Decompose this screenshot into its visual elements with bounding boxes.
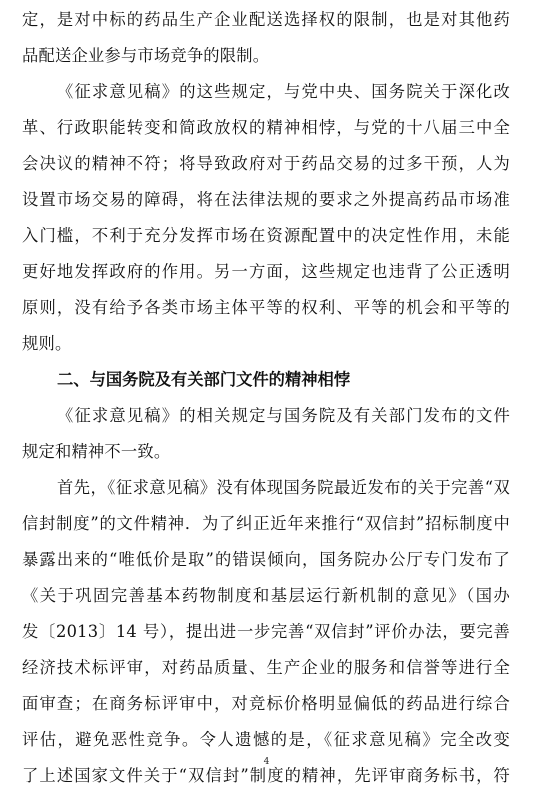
text-line: 《关于巩固完善基本药物制度和基层运行新机制的意见》（国办	[22, 586, 510, 605]
text-line: 原则，没有给予各类市场主体平等的权利、平等的机会和平等的	[22, 298, 510, 317]
text-line: 定，是对中标的药品生产企业配送选择权的限制，也是对其他药	[22, 10, 510, 29]
section-heading: 二、与国务院及有关部门文件的精神相悖	[57, 370, 351, 389]
text-line: 评估，避免恶性竞争。令人遗憾的是，《征求意见稿》完全改变	[22, 730, 510, 749]
text-line: 面审查；在商务标评审中，对竞标价格明显偏低的药品进行综合	[22, 694, 510, 713]
text-line: 《征求意见稿》的这些规定，与党中央、国务院关于深化改	[57, 82, 510, 101]
text-line: 了上述国家文件关于“双信封”制度的精神，先评审商务标书，符	[22, 766, 510, 785]
text-line: 首先，《征求意见稿》没有体现国务院最近发布的关于完善“双	[57, 478, 510, 497]
text-line: 规则。	[22, 334, 72, 353]
text-line: 发〔2013〕14 号），提出进一步完善“双信封”评价办法，要完善	[22, 622, 510, 641]
text-line: 会决议的精神不符；将导致政府对于药品交易的过多干预，人为	[22, 154, 510, 173]
page-number: 4	[263, 757, 270, 767]
text-line: 暴露出来的“唯低价是取”的错误倾向，国务院办公厅专门发布了	[22, 550, 510, 569]
text-line: 更好地发挥政府的作用。另一方面，这些规定也违背了公正透明	[22, 262, 510, 281]
text-line: 品配送企业参与市场竞争的限制。	[22, 46, 270, 65]
text-line: 《征求意见稿》的相关规定与国务院及有关部门发布的文件	[57, 406, 510, 425]
text-line: 规定和精神不一致。	[22, 442, 171, 461]
text-line: 信封制度”的文件精神．为了纠正近年来推行“双信封”招标制度中	[22, 514, 510, 533]
text-line: 经济技术标评审，对药品质量、生产企业的服务和信誉等进行全	[22, 658, 510, 677]
text-line: 革、行政职能转变和简政放权的精神相悖，与党的十八届三中全	[22, 118, 510, 137]
text-line: 入门槛，不利于充分发挥市场在资源配置中的决定性作用，未能	[22, 226, 510, 245]
text-line: 设置市场交易的障碍，将在法律法规的要求之外提高药品市场准	[22, 190, 510, 209]
